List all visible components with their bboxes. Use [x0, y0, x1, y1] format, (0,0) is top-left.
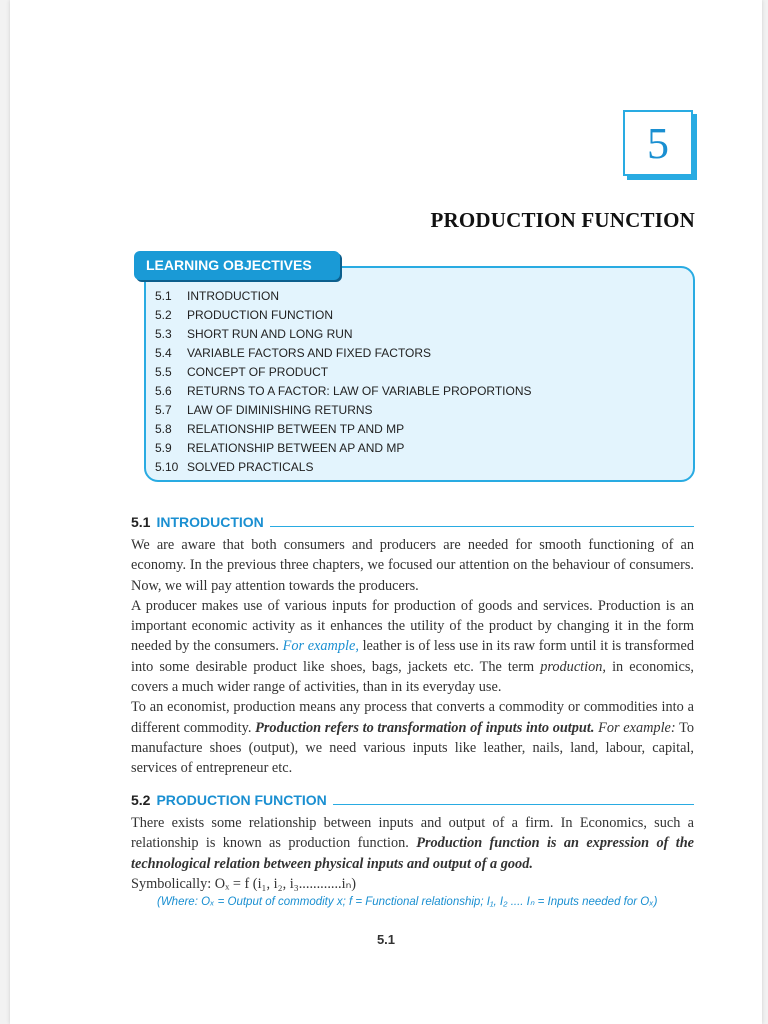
paragraph: To an economist, production means any process that converts a commodity or commodities into a different commodity. Production refers to transformation of inputs into output. For example: To manufacture shoes (output), we need various inputs like leather, nails, land, labour, capital, services of entrepreneur etc. [131, 699, 694, 777]
introduction-body [131, 535, 694, 779]
list-item: 5.10 SOLVED PRACTICALS [155, 460, 314, 474]
section-title: INTRODUCTION [156, 514, 264, 530]
section-heading-introduction [131, 514, 694, 530]
chapter-number: 5 [647, 118, 669, 168]
list-item: 5.9 RELATIONSHIP BETWEEN AP AND MP [155, 441, 405, 455]
chapter-title: PRODUCTION FUNCTION [430, 208, 695, 232]
list-item: 5.2 PRODUCTION FUNCTION [155, 308, 333, 322]
section-number: 5.1 [131, 514, 151, 530]
list-item: 5.6 RETURNS TO A FACTOR: LAW OF VARIABLE PROPORTIONS [155, 384, 532, 398]
symbolic-formula: Symbolically: Oₓ = f (i₁, i₂, i₃............iₙ) [131, 875, 357, 892]
learning-objectives-list [155, 287, 675, 477]
section-heading-production-function [131, 792, 694, 808]
section-rule [333, 804, 694, 805]
page-number: 5.1 [376, 932, 396, 947]
list-item: 5.1 INTRODUCTION [155, 289, 279, 303]
section-title: PRODUCTION FUNCTION [156, 792, 327, 808]
document-page [10, 0, 762, 1024]
learning-objectives-heading: LEARNING OBJECTIVES [134, 251, 340, 280]
chapter-number-box [623, 110, 693, 176]
list-item: 5.4 VARIABLE FACTORS AND FIXED FACTORS [155, 346, 432, 360]
paragraph: A producer makes use of various inputs for production of goods and services. Production is an important economic activity as it enhances the utility of the product by changing it in the form needed by the consumers. For example, leather is of less use in its raw form until it is transformed into some desirable product like shoes, bags, jackets etc. The term production, in economics, covers a much wider range of activities, than in its everyday use. [131, 597, 694, 696]
list-item: 5.7 LAW OF DIMINISHING RETURNS [155, 403, 373, 417]
production-function-body [131, 813, 694, 894]
list-item: 5.3 SHORT RUN AND LONG RUN [155, 327, 353, 341]
list-item: 5.5 CONCEPT OF PRODUCT [155, 365, 329, 379]
paragraph: We are aware that both consumers and producers are needed for smooth functioning of an economy. In the previous three chapters, we focused our attention on the behaviour of consumers. Now, we will pay attention towards the producers. [131, 537, 694, 594]
list-item: 5.8 RELATIONSHIP BETWEEN TP AND MP [155, 422, 405, 436]
section-rule [270, 526, 694, 527]
formula-legend: (Where: Oₓ = Output of commodity x; f = Functional relationship; I₁, I₂ .... Iₙ = Inputs needed for Oₓ) [157, 896, 658, 908]
paragraph: There exists some relationship between inputs and output of a firm. In Economics, such a relationship is known as production function. Production function is an expression of the technological relation between physical inputs and output of a good. [131, 815, 694, 872]
section-number: 5.2 [131, 792, 151, 808]
